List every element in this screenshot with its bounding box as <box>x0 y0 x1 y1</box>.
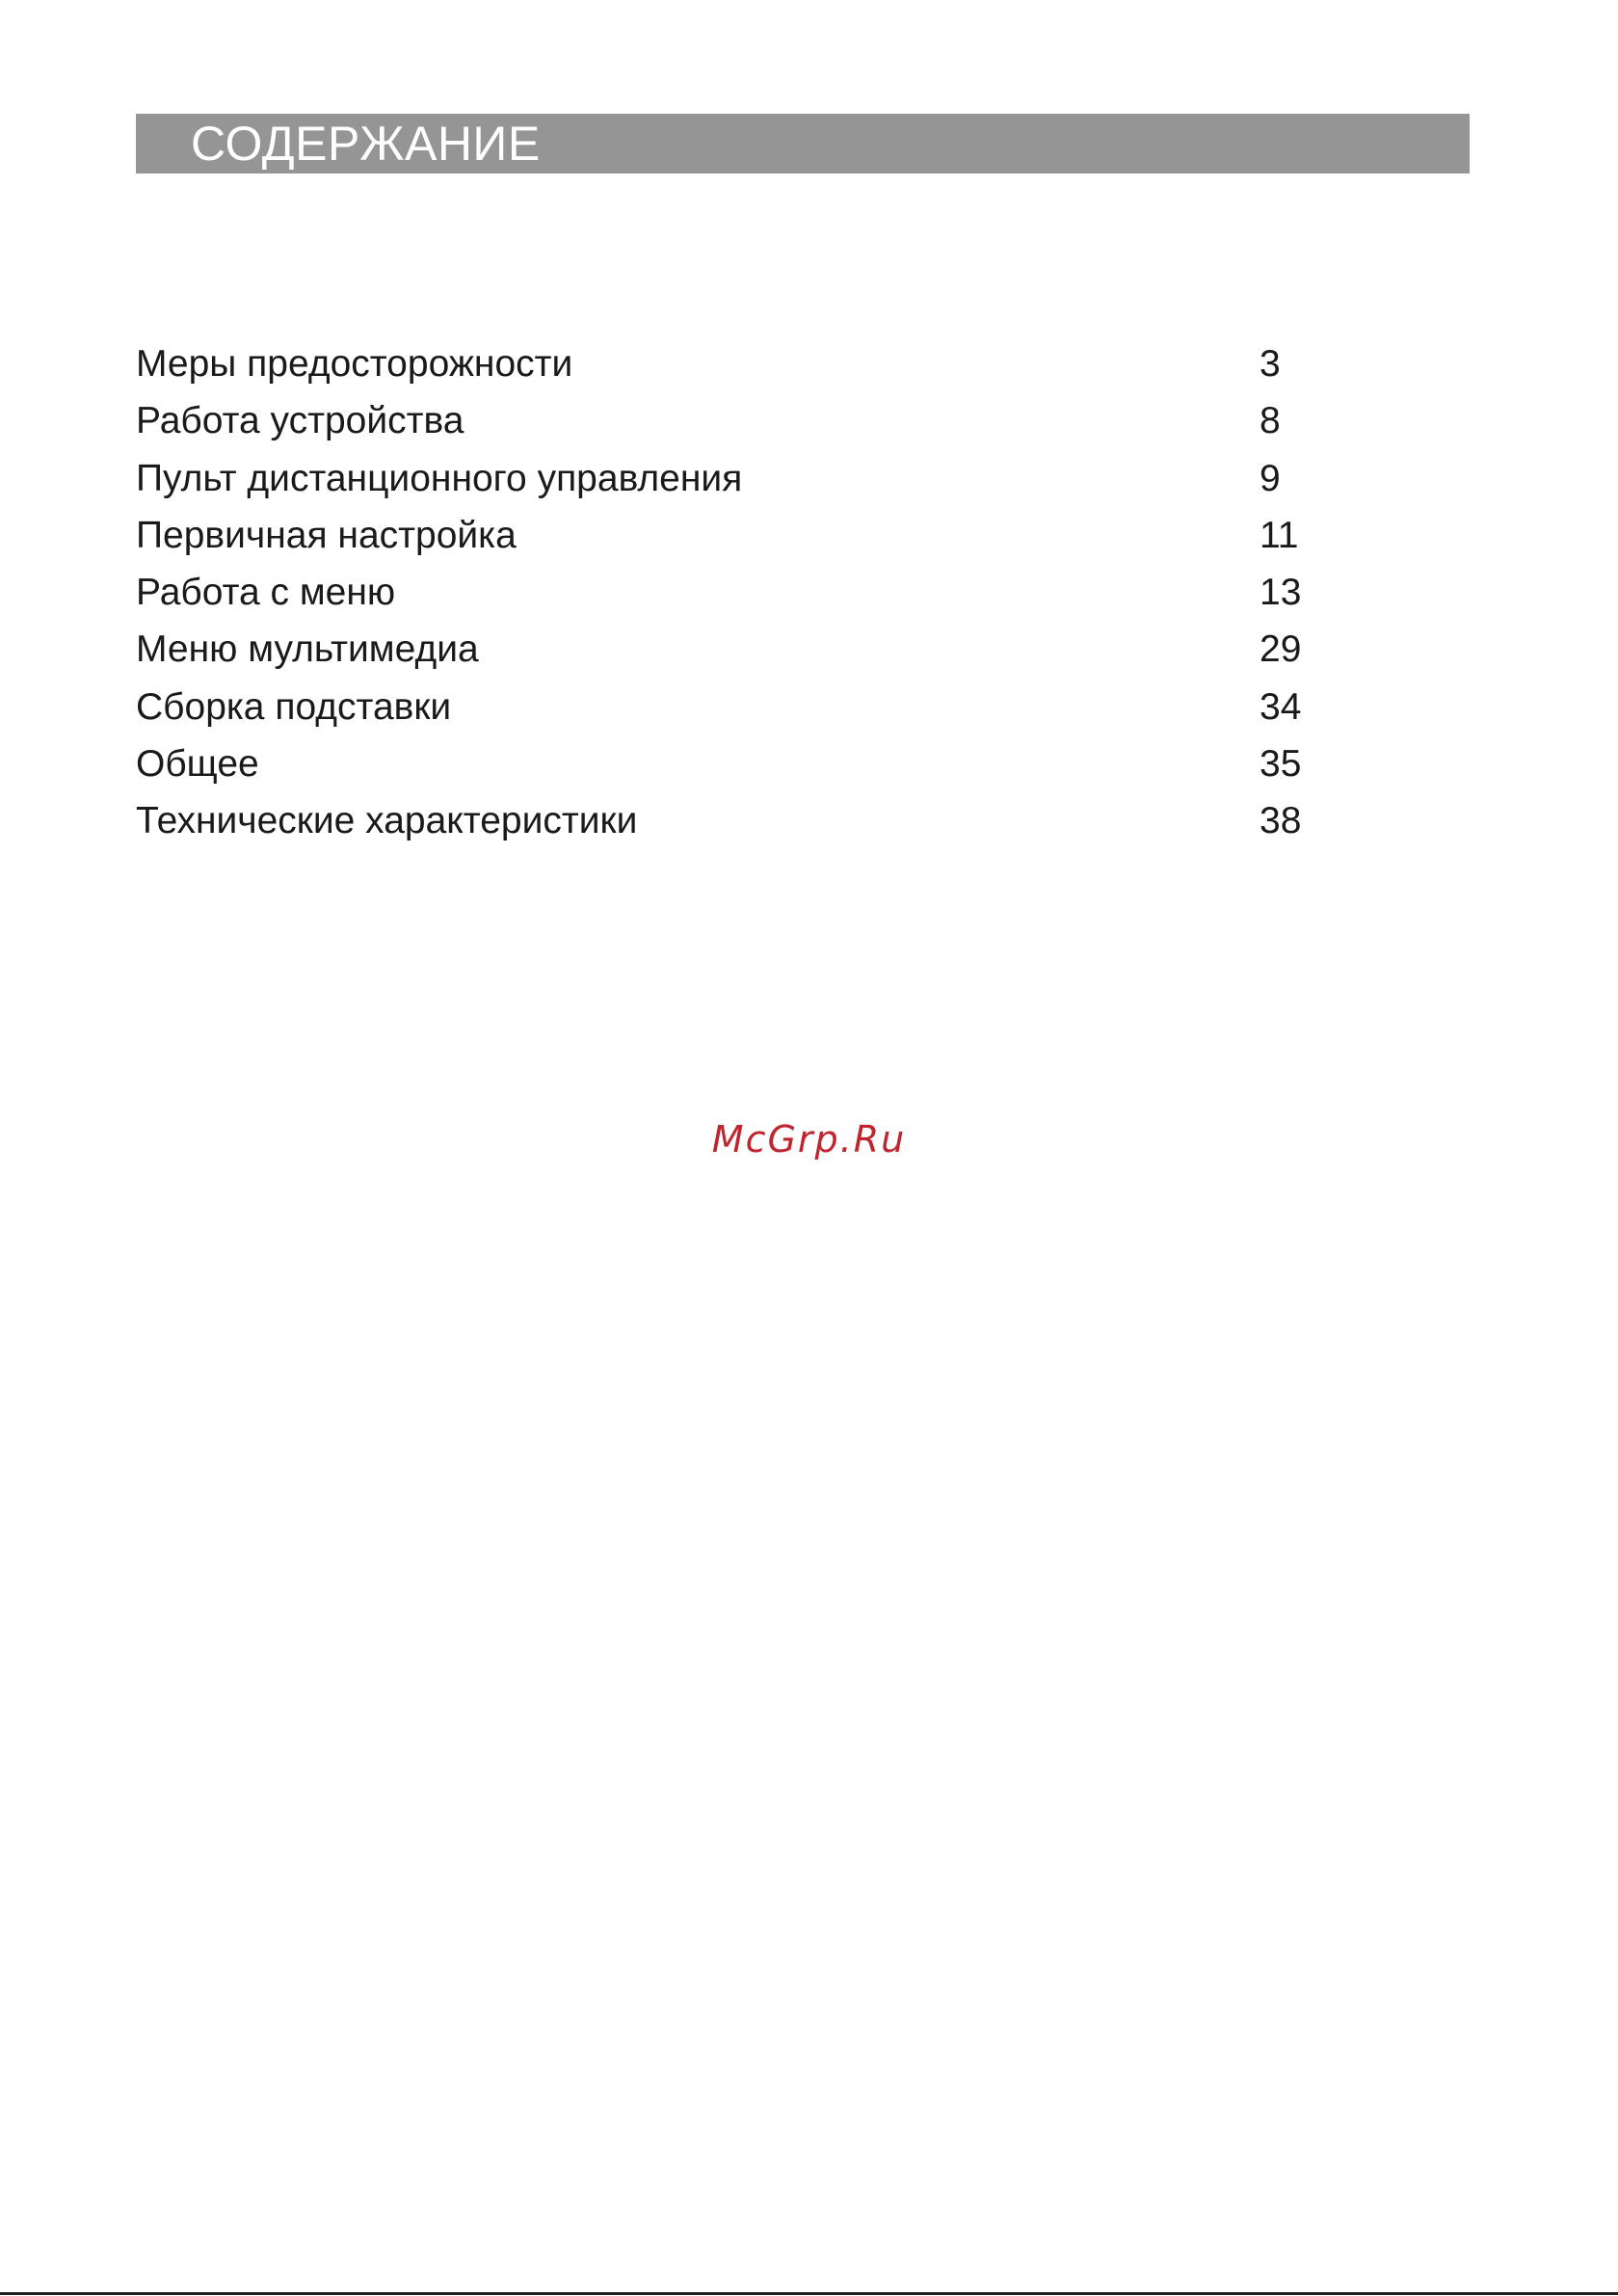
toc-entry-title: Сборка подставки <box>136 685 452 728</box>
toc-entry[interactable] <box>136 392 1312 449</box>
toc-entry[interactable] <box>136 792 1312 849</box>
toc-entry-title: Меры предосторожности <box>136 343 573 385</box>
toc-entry-page: 8 <box>1260 400 1281 442</box>
toc-entry-page: 38 <box>1260 800 1302 842</box>
toc-entry-page: 29 <box>1260 628 1302 671</box>
toc-entry[interactable] <box>136 735 1312 792</box>
page-title: СОДЕРЖАНИЕ <box>191 117 541 171</box>
toc-entry[interactable] <box>136 564 1312 621</box>
toc-entry-page: 35 <box>1260 743 1302 786</box>
toc-entry-page: 13 <box>1260 572 1302 614</box>
toc-entry[interactable] <box>136 507 1312 564</box>
toc-entry[interactable] <box>136 450 1312 507</box>
toc-entry-title: Общее <box>136 743 259 786</box>
toc-entry[interactable] <box>136 679 1312 735</box>
toc-entry[interactable] <box>136 621 1312 678</box>
toc-entry-page: 3 <box>1260 343 1281 385</box>
header-bar <box>136 114 1470 174</box>
toc-entry-page: 9 <box>1260 457 1281 499</box>
toc-entry-title: Технические характеристики <box>136 800 638 842</box>
toc-entry-title: Работа с меню <box>136 572 396 614</box>
toc-entry-title: Работа устройства <box>136 400 464 442</box>
toc-entry-page: 11 <box>1260 514 1299 556</box>
toc-entry-title: Меню мультимедиа <box>136 628 479 671</box>
table-of-contents <box>136 335 1312 850</box>
toc-entry[interactable] <box>136 335 1312 392</box>
toc-entry-title: Пульт дистанционного управления <box>136 457 743 499</box>
watermark: McGrp.Ru <box>711 1118 907 1161</box>
bottom-divider <box>0 2292 1618 2295</box>
toc-entry-title: Первичная настройка <box>136 514 517 556</box>
toc-entry-page: 34 <box>1260 685 1302 728</box>
